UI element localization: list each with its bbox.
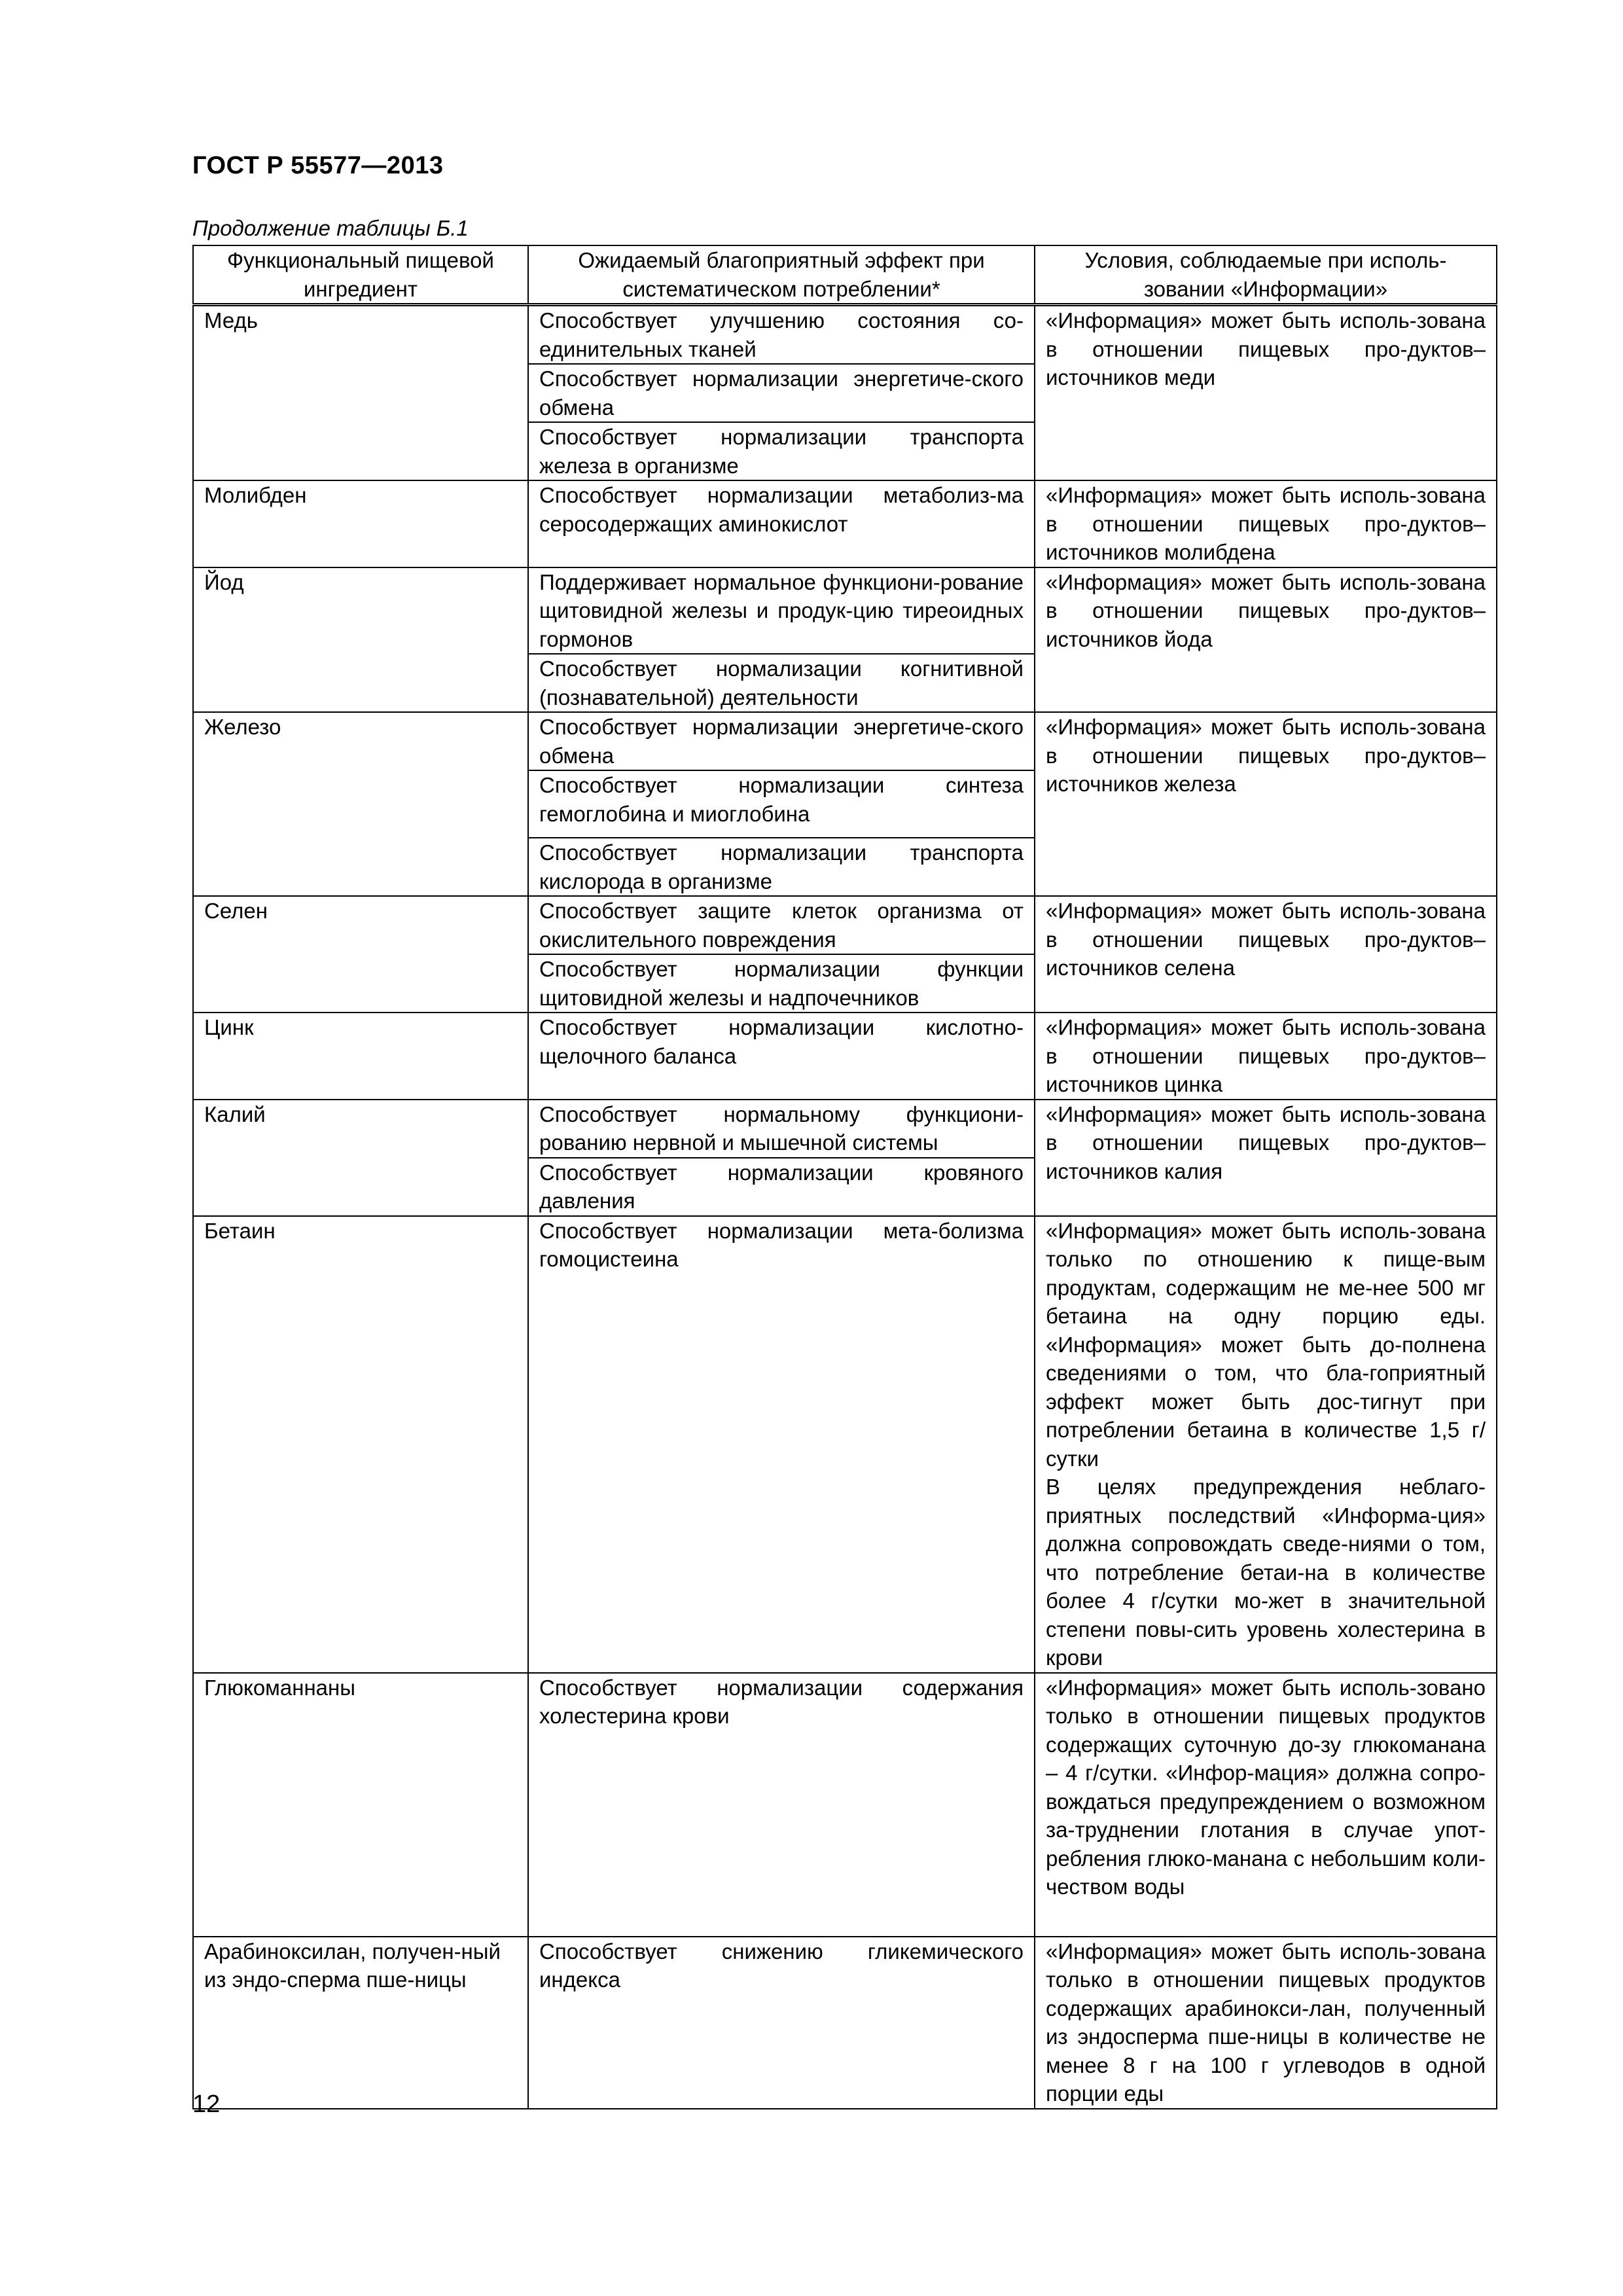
column-header-ingredient: Функциональный пищевой ингредиент [193, 245, 528, 305]
effect-item: Способствует улучшению состояния со-единительных тканей [539, 308, 1024, 361]
effect-cell [528, 1013, 1035, 1100]
effect-cell [528, 1673, 1035, 1937]
effect-cell [528, 1100, 1035, 1216]
effect-cell [528, 1937, 1035, 2109]
column-header-condition: Условия, соблюдаемые при исполь-зовании «Информации» [1035, 245, 1497, 305]
effect-item: Способствует нормализации функции щитовидной железы и надпочечников [529, 954, 1034, 1012]
effect-item: Способствует нормализации транспорта кислорода в организме [529, 837, 1034, 895]
ingredient-cell: Калий [193, 1100, 528, 1216]
effect-item: Способствует нормализации кровяного давления [529, 1157, 1034, 1215]
effect-item: Способствует нормальному функциони-рованию нервной и мышечной системы [539, 1102, 1024, 1155]
ingredient-cell: Цинк [193, 1013, 528, 1100]
condition-cell: «Информация» может быть исполь-зована в отношении пищевых про-дуктов–источников меди [1035, 305, 1497, 481]
table-header-row [193, 245, 1497, 305]
table-row [193, 896, 1497, 1013]
table-caption: Продолжение таблицы Б.1 [192, 216, 469, 240]
ingredient-cell: Арабиноксилан, получен-ный из эндо-сперма пше-ницы [193, 1937, 528, 2109]
effect-item: Поддерживает нормальное функциони-рование щитовидной железы и продук-цию тиреоидных гормонов [539, 569, 1024, 651]
effect-cell [528, 305, 1035, 481]
ingredient-cell: Глюкоманнаны [193, 1673, 528, 1937]
condition-warning-text: В целях предупреждения неблаго-приятных последствий «Информа-ция» должна сопровождать сведе-ниями о том, что потребление бетаи-на в количестве более 4 г/сутки мо-жет в значительной степени повы-сить уровень холестерина в крови [1046, 1475, 1486, 1670]
ingredient-cell: Железо [193, 712, 528, 896]
document-header: ГОСТ Р 55577—2013 [192, 152, 444, 179]
condition-text: «Информация» может быть исполь-зована только по отношению к пище-вым продуктам, содержащим не ме-нее 500 мг бетаина на одну порцию еды. «Информация» может быть до-полнена сведениями о том, что бла-гоприятный эффект может быть дос-тигнут при потреблении бетаина в количестве 1,5 г/сутки [1046, 1218, 1486, 1471]
table-row [193, 1216, 1497, 1673]
condition-cell: «Информация» может быть исполь-зовано только в отношении пищевых продуктов содержащих суточную до-зу глюкоманана – 4 г/сутки. «Инфор-мация» должна сопро-вождаться предупреждением о возможном за-труднении глотания в случае упот-ребления глюко-манана с небольшим коли-чеством воды [1035, 1673, 1497, 1937]
table-row [193, 567, 1497, 713]
effect-item: Способствует нормализации синтеза гемоглобина и миоглобина [529, 770, 1034, 837]
effect-item: Способствует нормализации транспорта железа в организме [529, 422, 1034, 480]
condition-cell: «Информация» может быть исполь-зована в отношении пищевых про-дуктов–источников железа [1035, 712, 1497, 896]
effect-item: Способствует нормализации энергетиче-ского обмена [539, 715, 1024, 768]
effect-item: Способствует снижению гликемического индекса [539, 1939, 1024, 1992]
ingredient-cell: Йод [193, 567, 528, 713]
ingredient-cell: Бетаин [193, 1216, 528, 1673]
condition-cell: «Информация» может быть исполь-зована в отношении пищевых про-дуктов–источников йода [1035, 567, 1497, 713]
effect-item: Способствует нормализации метаболиз-ма серосодержащих аминокислот [539, 483, 1024, 536]
ingredient-cell: Медь [193, 305, 528, 481]
condition-cell: «Информация» может быть исполь-зована только в отношении пищевых продуктов содержащих арабинокси-лан, полученный из эндосперма пше-ницы в количестве не менее 8 г на 100 г углеводов в одной порции еды [1035, 1937, 1497, 2109]
table-row [193, 1013, 1497, 1100]
condition-cell: «Информация» может быть исполь-зована в отношении пищевых про-дуктов–источников калия [1035, 1100, 1497, 1216]
table-row [193, 1937, 1497, 2109]
table-row [193, 1100, 1497, 1216]
effect-cell [528, 896, 1035, 1013]
table-row [193, 480, 1497, 567]
ingredients-table [192, 245, 1497, 2109]
effect-cell [528, 480, 1035, 567]
effect-cell [528, 1216, 1035, 1673]
condition-cell: «Информация» может быть исполь-зована в отношении пищевых про-дуктов–источников цинка [1035, 1013, 1497, 1100]
ingredient-cell: Молибден [193, 480, 528, 567]
condition-cell: «Информация» может быть исполь-зована в отношении пищевых про-дуктов–источников селена [1035, 896, 1497, 1013]
table-row [193, 1673, 1497, 1937]
table-row [193, 712, 1497, 896]
effect-cell [528, 712, 1035, 896]
effect-item: Способствует нормализации когнитивной (познавательной) деятельности [529, 653, 1034, 711]
condition-cell [1035, 1216, 1497, 1673]
effect-item: Способствует нормализации кислотно-щелочного баланса [539, 1015, 1024, 1068]
condition-cell: «Информация» может быть исполь-зована в отношении пищевых про-дуктов–источников молибдена [1035, 480, 1497, 567]
effect-item: Способствует нормализации энергетиче-ского обмена [529, 363, 1034, 422]
ingredient-cell: Селен [193, 896, 528, 1013]
effect-item: Способствует нормализации мета-болизма гомоцистеина [539, 1218, 1024, 1271]
effect-item: Способствует защите клеток организма от окислительного повреждения [539, 899, 1024, 952]
column-header-effect: Ожидаемый благоприятный эффект при систематическом потреблении* [528, 245, 1035, 305]
page-number: 12 [192, 2090, 221, 2118]
effect-cell [528, 567, 1035, 713]
table-row [193, 305, 1497, 481]
effect-item: Способствует нормализации содержания холестерина крови [539, 1675, 1024, 1728]
